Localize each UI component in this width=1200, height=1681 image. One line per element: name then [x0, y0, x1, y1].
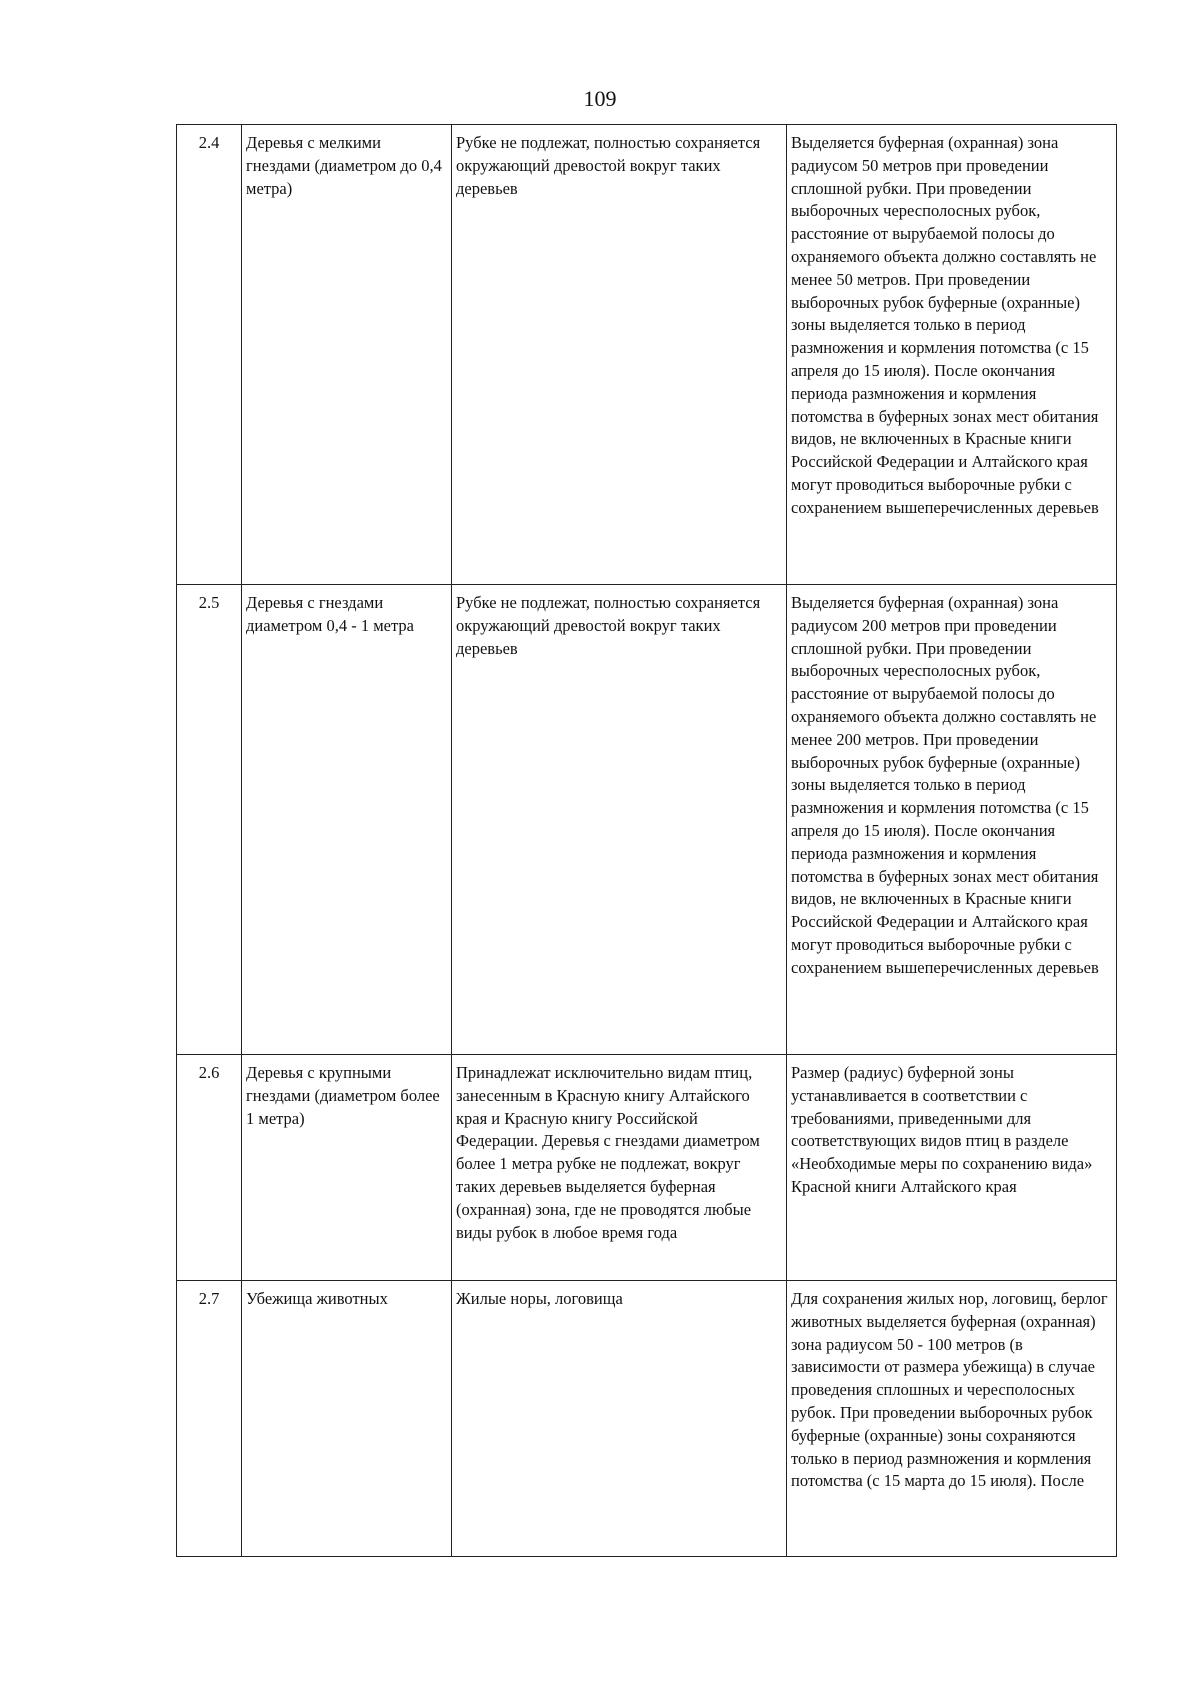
row-number: 2.4	[177, 125, 242, 585]
object-cell: Деревья с крупными гнездами (диаметром более 1 метра)	[242, 1055, 452, 1281]
regime-cell: Жилые норы, логовища	[452, 1281, 787, 1557]
regime-cell: Рубке не подлежат, полностью сохраняется окружающий древостой вокруг таких деревьев	[452, 585, 787, 1055]
row-number: 2.6	[177, 1055, 242, 1281]
table-row	[177, 585, 1117, 1055]
object-cell: Деревья с мелкими гнездами (диаметром до 0,4 метра)	[242, 125, 452, 585]
regulation-table	[176, 124, 1117, 1557]
table-row	[177, 1055, 1117, 1281]
row-number: 2.5	[177, 585, 242, 1055]
notes-cell: Для сохранения жилых нор, логовищ, берлог животных выделяется буферная (охранная) зона радиусом 50 - 100 метров (в зависимости от размера убежища) в случае проведения сплошных и чересполосных рубок. При проведении выборочных рубок буферные (охранные) зоны сохраняются только в период размножения и кормления потомства (с 15 марта до 15 июля). После	[787, 1281, 1117, 1557]
regime-cell: Рубке не подлежат, полностью сохраняется окружающий древостой вокруг таких деревьев	[452, 125, 787, 585]
table-row	[177, 1281, 1117, 1557]
row-number: 2.7	[177, 1281, 242, 1557]
regime-cell: Принадлежат исключительно видам птиц, занесенным в Красную книгу Алтайского края и Красную книгу Российской Федерации. Деревья с гнездами диаметром более 1 метра рубке не подлежат, вокруг таких деревьев выделяется буферная (охранная) зона, где не проводятся любые виды рубок в любое время года	[452, 1055, 787, 1281]
object-cell: Деревья с гнездами диаметром 0,4 - 1 метра	[242, 585, 452, 1055]
notes-cell: Размер (радиус) буферной зоны устанавливается в соответствии с требованиями, приведенными для соответствующих видов птиц в разделе «Необходимые меры по сохранению вида» Красной книги Алтайского края	[787, 1055, 1117, 1281]
page-number: 109	[583, 86, 617, 111]
object-cell: Убежища животных	[242, 1281, 452, 1557]
notes-cell: Выделяется буферная (охранная) зона радиусом 50 метров при проведении сплошной рубки. При проведении выборочных чересполосных рубок, расстояние от вырубаемой полосы до охраняемого объекта должно составлять не менее 50 метров. При проведении выборочных рубок буферные (охранные) зоны выделяется только в период размножения и кормления потомства (с 15 апреля до 15 июля). После окончания периода размножения и кормления потомства в буферных зонах мест обитания видов, не включенных в Красные книги Российской Федерации и Алтайского края могут проводиться выборочные рубки с сохранением вышеперечисленных деревьев	[787, 125, 1117, 585]
notes-cell: Выделяется буферная (охранная) зона радиусом 200 метров при проведении сплошной рубки. При проведении выборочных чересполосных рубок, расстояние от вырубаемой полосы до охраняемого объекта должно составлять не менее 200 метров. При проведении выборочных рубок буферные (охранные) зоны выделяется только в период размножения и кормления потомства (с 15 апреля до 15 июля). После окончания периода размножения и кормления потомства в буферных зонах мест обитания видов, не включенных в Красные книги Российской Федерации и Алтайского края могут проводиться выборочные рубки с сохранением вышеперечисленных деревьев	[787, 585, 1117, 1055]
table-row	[177, 125, 1117, 585]
